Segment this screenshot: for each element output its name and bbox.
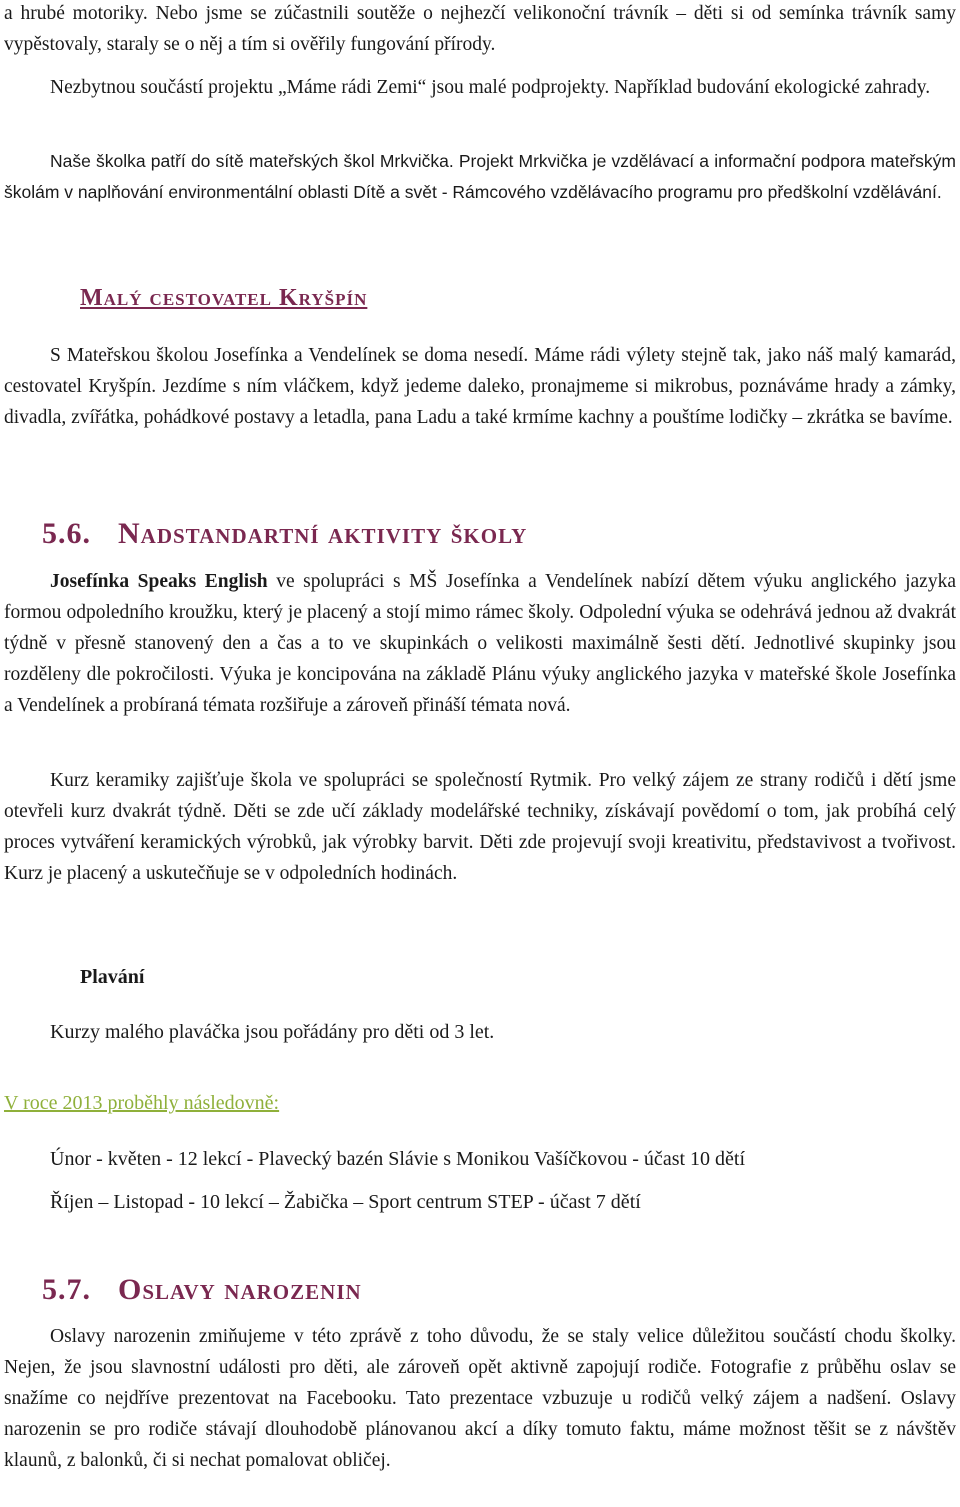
section-heading-5-6 xyxy=(42,516,942,552)
section-heading-5-6-text xyxy=(42,516,942,552)
text-keramika: Kurz keramiky zajišťuje škola ve spolupráci se společností Rytmik. Pro velký zájem ze strany rodičů i dětí jsme otevřeli kurz dvakrát týdně. Děti se zde učí základy modelářské techniky, získávají povědomí o tom, jak probíhá celý proces vytváření keramických výrobků, jak výrobky barvit. Děti zde projevují svoji kreativitu, představivost a tvořivost. Kurz je placený a uskutečňuje se v odpoledních hodinách. xyxy=(4,770,956,884)
text-krysin: S Mateřskou školou Josefínka a Vendelínek se doma nesedí. Máme rádi výlety stejně tak, jako náš malý kamarád, cestovatel Kryšpín. Jezdíme s ním vláčkem, když jedeme daleko, pronajmeme si mikrobus, poznáváme hrady a zámky, divadla, zvířátka, pohádkové postavy a letadla, pana Ladu a také krmíme kachny a pouštíme lodičky – zkrátka se bavíme. xyxy=(4,345,956,428)
text-projekt: Nezbytnou součástí projektu „Máme rádi Zemi“ jsou malé podprojekty. Například budování ekologické zahrady. xyxy=(50,77,931,98)
paragraph-intro-tail xyxy=(4,0,956,60)
section-title-5-7: Oslavy narozenin xyxy=(118,1273,362,1306)
text-intro-tail: a hrubé motoriky. Nebo jsme se zúčastnili soutěže o nejhezčí velikonoční trávník – děti si od semínka trávník samy vypěstovaly, staraly se o něj a tím si ověřily fungování přírody. xyxy=(4,3,956,55)
lesson-line-1-text: Únor - květen - 12 lekcí - Plavecký bazén Slávie s Monikou Vašíčkovou - účast 10 dětí xyxy=(50,1148,746,1170)
text-mrkvicka: Naše školka patří do sítě mateřských škol Mrkvička. Projekt Mrkvička je vzdělávací a informační podpora mateřským školám v naplňování environmentální oblasti Dítě a svět - Rámcového vzdělávacího programu pro předškolní vzdělávání. xyxy=(4,151,956,202)
paragraph-projekt xyxy=(4,72,956,103)
lesson-line-2-text: Říjen – Listopad - 10 lekcí – Žabička – Sport centrum STEP - účast 7 dětí xyxy=(50,1191,641,1213)
heading-plavani xyxy=(80,962,680,993)
paragraph-mrkvicka xyxy=(4,146,956,208)
heading-krysin-text: Malý cestovatel Kryšpín xyxy=(80,285,368,311)
section-number-5-7: 5.7. xyxy=(42,1273,91,1306)
paragraph-oslavy xyxy=(4,1321,956,1476)
paragraph-keramika xyxy=(4,765,956,889)
section-heading-5-7 xyxy=(42,1272,942,1308)
heading-krysin xyxy=(80,283,780,313)
lesson-line-2 xyxy=(50,1187,950,1218)
text-english-rest: ve spolupráci s MŠ Josefínka a Vendelínek nabízí dětem výuku anglického jazyka formou odpoledního kroužku, který je placený a stojí mimo rámec školy. Odpolední výuka se odehrává jednou až dvakrát týdně v přesně stanovený den a čas a to ve skupinkách o velikosti maximálně šesti dětí. Jednotlivé skupinky jsou rozděleny dle pokročilosti. Výuka je koncipována na základě Plánu výuky anglického jazyka v mateřské škole Josefínka a Vendelínek a probíraná témata rozšiřuje a zároveň přináší témata nová. xyxy=(4,571,956,716)
text-plavani: Kurzy malého plaváčka jsou pořádány pro děti od 3 let. xyxy=(50,1021,495,1043)
section-title-5-6: Nadstandartní aktivity školy xyxy=(118,517,528,550)
heading-plavani-text: Plavání xyxy=(80,966,145,988)
heading-rok-2013-text: V roce 2013 proběhly následovně: xyxy=(4,1092,280,1114)
text-english-bold: Josefínka Speaks English xyxy=(50,571,268,592)
paragraph-krysin xyxy=(4,340,956,433)
heading-rok-2013 xyxy=(4,1088,956,1119)
lesson-line-1 xyxy=(50,1144,950,1175)
text-oslavy: Oslavy narozenin zmiňujeme v této zprávě z toho důvodu, že se staly velice důležitou součástí chodu školky. Nejen, že jsou slavnostní události pro děti, ale zároveň opět aktivně zapojují rodiče. Fotografie z průběhu oslav se snažíme co nejdříve prezentovat na Facebooku. Tato prezentace vzbuzuje u rodičů velký zájem a nadšení. Oslavy narozenin se pro rodiče stávají dlouhodobě plánovanou akcí a díky tomuto faktu, máme možnost těšit se z návštěv klaunů, z balonků, či si nechat pomalovat obličej. xyxy=(4,1326,956,1471)
section-heading-5-7-text xyxy=(42,1272,942,1308)
text-english xyxy=(4,566,956,721)
paragraph-english xyxy=(4,566,956,721)
paragraph-plavani xyxy=(50,1017,950,1048)
section-number-5-6: 5.6. xyxy=(42,517,91,550)
